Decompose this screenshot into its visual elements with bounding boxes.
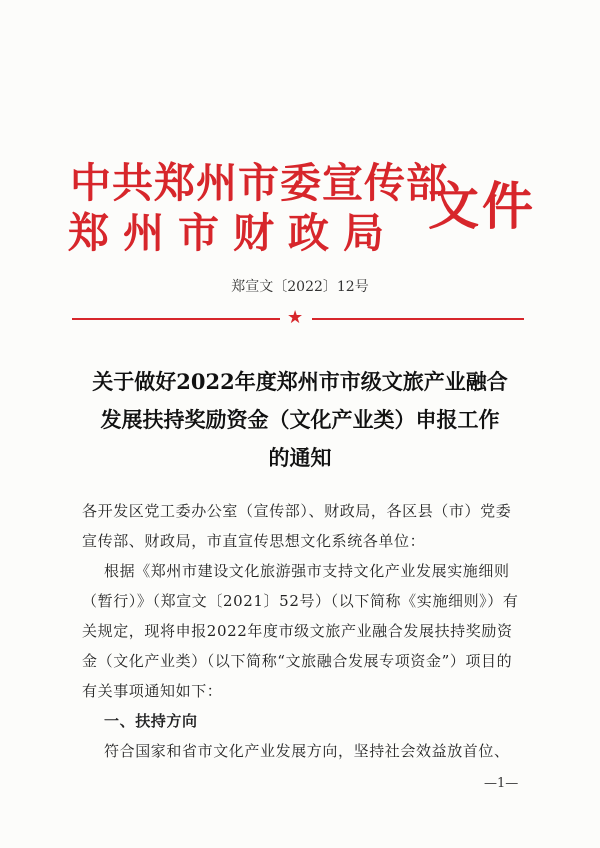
addressee-line-1: 各开发区党工委办公室（宣传部）、财政局，各区县（市）党委 bbox=[82, 502, 512, 520]
body-line: 符合国家和省市文化产业发展方向，坚持社会效益放首位、 bbox=[104, 742, 510, 760]
notice-title-line-2: 发展扶持奖励资金（文化产业类）申报工作 bbox=[100, 407, 500, 432]
body-line: （暂行）》（郑宣文〔2021〕52号）（以下简称《实施细则》）有 bbox=[82, 592, 519, 610]
document-number: 郑宣文〔2022〕12号 bbox=[231, 279, 369, 295]
addressee-line-2: 宣传部、财政局，市直宣传思想文化系统各单位： bbox=[82, 532, 426, 550]
red-divider-right bbox=[312, 318, 524, 320]
issuer-line-party-committee: 中共郑州市委宣传部 bbox=[70, 159, 448, 207]
section-heading: 一、扶持方向 bbox=[104, 712, 198, 730]
body-line: 根据《郑州市建设文化旅游强市支持文化产业发展实施细则 bbox=[104, 562, 510, 580]
notice-title-line-3: 的通知 bbox=[268, 445, 332, 470]
body-line: 金（文化产业类）（以下简称“文旅融合发展专项资金”）项目的 bbox=[82, 652, 513, 670]
page-number: —1— bbox=[484, 776, 519, 791]
star-icon: ★ bbox=[287, 307, 304, 328]
issuer-line-finance-bureau: 郑州市财政局 bbox=[68, 209, 398, 257]
body-line: 关规定，现将申报2022年度市级文旅产业融合发展扶持奖励资 bbox=[82, 622, 513, 640]
file-label: 文件 bbox=[428, 178, 537, 237]
red-divider-left bbox=[72, 318, 280, 320]
body-line: 有关事项通知如下： bbox=[82, 682, 223, 700]
notice-title-line-1: 关于做好2022年度郑州市市级文旅产业融合 bbox=[92, 369, 508, 394]
